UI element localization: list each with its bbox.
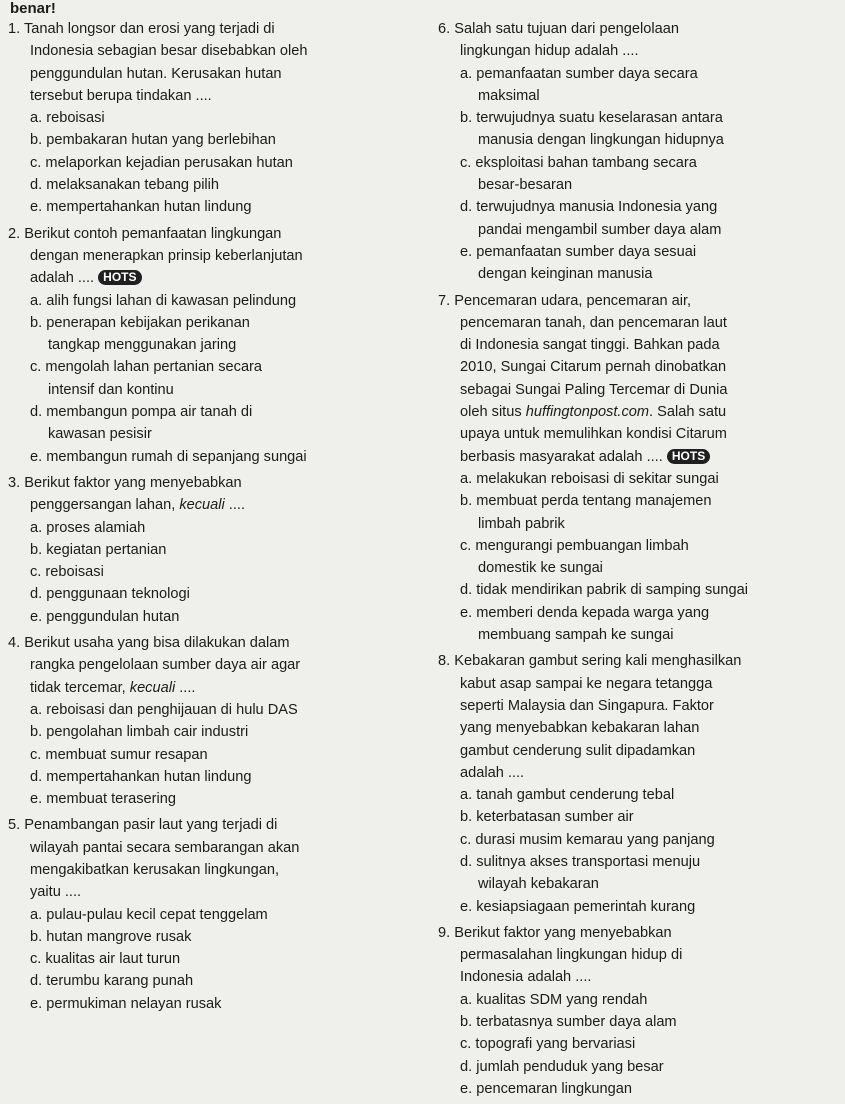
option-text-cont: limbah pabrik bbox=[478, 515, 565, 532]
stem-line: yaitu .... bbox=[30, 884, 82, 901]
stem-line: tidak tercemar, kecuali .... bbox=[30, 679, 196, 696]
option-text: e. memberi denda kepada warga yang bbox=[460, 604, 710, 621]
stem-line: gambut cenderung sulit dipadamkan bbox=[460, 742, 696, 759]
italic-word: kecuali bbox=[179, 497, 225, 514]
option-text-cont: kawasan pesisir bbox=[48, 426, 152, 443]
stem-line: adalah .... HOTS bbox=[30, 267, 408, 289]
option-text: c. melaporkan kejadian perusakan hutan bbox=[30, 154, 293, 171]
option-d bbox=[8, 401, 408, 446]
stem-line: di Indonesia sangat tinggi. Bahkan pada bbox=[460, 337, 720, 354]
option-a bbox=[438, 63, 838, 108]
question-8 bbox=[438, 650, 838, 918]
option-a bbox=[8, 904, 408, 926]
option-text: c. eksploitasi bahan tambang secara bbox=[460, 154, 697, 171]
stem-line: 6. Salah satu tujuan dari pengelolaan bbox=[438, 21, 679, 37]
option-a bbox=[8, 290, 408, 312]
stem-line: 5. Penambangan pasir laut yang terjadi di bbox=[8, 817, 278, 834]
option-a bbox=[8, 699, 408, 721]
option-text: b. keterbatasan sumber air bbox=[460, 809, 634, 826]
option-text: a. reboisasi dan penghijauan di hulu DAS bbox=[30, 701, 298, 718]
stem-line: oleh situs huffingtonpost.com. Salah satu bbox=[460, 404, 727, 421]
option-a bbox=[8, 517, 408, 539]
option-e bbox=[438, 896, 838, 918]
option-text: e. membangun rumah di sepanjang sungai bbox=[30, 448, 307, 465]
option-text-cont: maksimal bbox=[478, 87, 540, 104]
stem-line: lingkungan hidup adalah .... bbox=[460, 43, 639, 60]
option-text-cont: intensif dan kontinu bbox=[48, 381, 174, 398]
option-text: a. reboisasi bbox=[30, 110, 105, 127]
stem-line: yang menyebabkan kebakaran lahan bbox=[460, 720, 700, 737]
option-d bbox=[8, 970, 408, 992]
instruction-header: benar! bbox=[10, 0, 56, 17]
stem-line: upaya untuk memulihkan kondisi Citarum bbox=[460, 426, 727, 443]
right-column bbox=[438, 18, 838, 1104]
option-c bbox=[438, 152, 838, 197]
option-text: c. mengurangi pembuangan limbah bbox=[460, 537, 689, 554]
option-text: c. reboisasi bbox=[30, 564, 104, 581]
option-text: d. sulitnya akses transportasi menuju bbox=[460, 853, 701, 870]
option-text: d. terwujudnya manusia Indonesia yang bbox=[460, 199, 718, 216]
option-text: e. penggundulan hutan bbox=[30, 608, 180, 625]
stem-line: 9. Berikut faktor yang menyebabkan bbox=[438, 924, 672, 941]
option-c bbox=[8, 561, 408, 583]
option-d bbox=[8, 766, 408, 788]
option-a bbox=[8, 107, 408, 129]
question-9 bbox=[438, 922, 838, 1100]
question-2 bbox=[8, 223, 408, 468]
option-b bbox=[8, 312, 408, 357]
stem-line: rangka pengelolaan sumber daya air agar bbox=[30, 657, 301, 674]
question-stem bbox=[8, 18, 408, 107]
option-text: c. kualitas air laut turun bbox=[30, 951, 181, 968]
stem-line: 1. Tanah longsor dan erosi yang terjadi di bbox=[8, 21, 275, 37]
italic-word: huffingtonpost.com bbox=[525, 404, 650, 421]
option-text: a. alih fungsi lahan di kawasan pelindung bbox=[30, 292, 297, 309]
question-1 bbox=[8, 18, 408, 219]
option-b bbox=[8, 129, 408, 151]
option-c bbox=[8, 744, 408, 766]
stem-line: seperti Malaysia dan Singapura. Faktor bbox=[460, 697, 714, 714]
stem-line: 8. Kebakaran gambut sering kali menghasilkan bbox=[438, 653, 742, 670]
option-b bbox=[8, 721, 408, 743]
question-stem bbox=[8, 632, 408, 699]
option-text: e. permukiman nelayan rusak bbox=[30, 995, 222, 1012]
option-c bbox=[438, 535, 838, 580]
question-stem bbox=[438, 290, 838, 468]
option-d bbox=[438, 1056, 838, 1078]
stem-line: penggundulan hutan. Kerusakan hutan bbox=[30, 65, 282, 82]
option-a bbox=[438, 784, 838, 806]
stem-line: berbasis masyarakat adalah .... HOTS bbox=[460, 446, 838, 468]
question-stem bbox=[8, 472, 408, 517]
question-stem bbox=[8, 223, 408, 290]
stem-line: wilayah pantai secara sembarangan akan bbox=[30, 839, 300, 856]
option-text: e. pemanfaatan sumber daya sesuai bbox=[460, 243, 697, 260]
option-b bbox=[438, 490, 838, 535]
option-text-cont: domestik ke sungai bbox=[478, 560, 603, 577]
option-text: b. terwujudnya suatu keselarasan antara bbox=[460, 110, 723, 127]
option-text: d. membangun pompa air tanah di bbox=[30, 404, 253, 421]
stem-line: 2010, Sungai Citarum pernah dinobatkan bbox=[460, 359, 727, 376]
option-b bbox=[438, 1011, 838, 1033]
stem-line: kabut asap sampai ke negara tetangga bbox=[460, 675, 713, 692]
stem-line: Indonesia sebagian besar disebabkan oleh bbox=[30, 43, 308, 60]
option-e bbox=[438, 602, 838, 647]
option-text: a. pulau-pulau kecil cepat tenggelam bbox=[30, 906, 268, 923]
question-stem bbox=[8, 814, 408, 903]
stem-line: dengan menerapkan prinsip keberlanjutan bbox=[30, 247, 303, 264]
stem-line: 7. Pencemaran udara, pencemaran air, bbox=[438, 292, 692, 309]
question-stem bbox=[438, 922, 838, 989]
option-text: d. tidak mendirikan pabrik di samping sungai bbox=[460, 582, 748, 599]
option-text: e. mempertahankan hutan lindung bbox=[30, 199, 252, 216]
option-text: c. durasi musim kemarau yang panjang bbox=[460, 831, 715, 848]
option-text: d. jumlah penduduk yang besar bbox=[460, 1058, 664, 1075]
stem-line: sebagai Sungai Paling Tercemar di Dunia bbox=[460, 381, 728, 398]
question-3 bbox=[8, 472, 408, 628]
option-text: a. pemanfaatan sumber daya secara bbox=[460, 65, 698, 82]
option-c bbox=[438, 829, 838, 851]
option-text-cont: tangkap menggunakan jaring bbox=[48, 337, 237, 354]
option-text: c. topografi yang bervariasi bbox=[460, 1036, 636, 1053]
stem-line: 2. Berikut contoh pemanfaatan lingkungan bbox=[8, 225, 282, 242]
option-text: c. mengolah lahan pertanian secara bbox=[30, 359, 263, 376]
option-text: b. pembakaran hutan yang berlebihan bbox=[30, 132, 276, 149]
option-text: b. penerapan kebijakan perikanan bbox=[30, 314, 250, 331]
option-d bbox=[438, 196, 838, 241]
option-e bbox=[8, 788, 408, 810]
stem-line: mengakibatkan kerusakan lingkungan, bbox=[30, 861, 280, 878]
stem-line: Indonesia adalah .... bbox=[460, 969, 592, 986]
option-text-cont: dengan keinginan manusia bbox=[478, 266, 653, 283]
option-text-cont: pandai mengambil sumber daya alam bbox=[478, 221, 722, 238]
option-text-cont: wilayah kebakaran bbox=[478, 876, 599, 893]
option-text: e. kesiapsiagaan pemerintah kurang bbox=[460, 898, 696, 915]
option-text: d. penggunaan teknologi bbox=[30, 586, 190, 603]
question-7 bbox=[438, 290, 838, 647]
option-text: d. mempertahankan hutan lindung bbox=[30, 768, 252, 785]
stem-line: 3. Berikut faktor yang menyebabkan bbox=[8, 474, 242, 491]
option-d bbox=[8, 174, 408, 196]
option-c bbox=[8, 948, 408, 970]
option-text: a. kualitas SDM yang rendah bbox=[460, 991, 648, 1008]
option-text: b. hutan mangrove rusak bbox=[30, 928, 192, 945]
option-d bbox=[438, 579, 838, 601]
option-b bbox=[8, 539, 408, 561]
italic-word: kecuali bbox=[129, 679, 176, 696]
option-text: b. pengolahan limbah cair industri bbox=[30, 724, 249, 741]
option-c bbox=[438, 1033, 838, 1055]
option-e bbox=[8, 196, 408, 218]
option-d bbox=[8, 583, 408, 605]
option-a bbox=[438, 468, 838, 490]
option-d bbox=[438, 851, 838, 896]
question-stem bbox=[438, 18, 838, 63]
option-text: d. terumbu karang punah bbox=[30, 973, 194, 990]
question-5 bbox=[8, 814, 408, 1015]
question-stem bbox=[438, 650, 838, 784]
option-text: a. melakukan reboisasi di sekitar sungai bbox=[460, 470, 719, 487]
option-text-cont: membuang sampah ke sungai bbox=[478, 627, 674, 644]
stem-line: 4. Berikut usaha yang bisa dilakukan dalam bbox=[8, 635, 290, 652]
option-text: e. membuat terasering bbox=[30, 791, 177, 808]
option-c bbox=[8, 356, 408, 401]
left-column bbox=[8, 18, 408, 1019]
option-e bbox=[8, 606, 408, 628]
option-b bbox=[438, 107, 838, 152]
question-4 bbox=[8, 632, 408, 810]
hots-badge: HOTS bbox=[667, 449, 710, 464]
option-b bbox=[8, 926, 408, 948]
option-e bbox=[8, 446, 408, 468]
option-text: b. kegiatan pertanian bbox=[30, 541, 167, 558]
option-e bbox=[438, 1078, 838, 1100]
stem-line: adalah .... bbox=[460, 764, 525, 781]
hots-badge: HOTS bbox=[98, 270, 141, 285]
question-6 bbox=[438, 18, 838, 286]
option-text: d. melaksanakan tebang pilih bbox=[30, 177, 220, 194]
option-text: e. pencemaran lingkungan bbox=[460, 1080, 633, 1097]
stem-line: permasalahan lingkungan hidup di bbox=[460, 947, 683, 964]
option-e bbox=[8, 993, 408, 1015]
option-a bbox=[438, 989, 838, 1011]
stem-line: tersebut berupa tindakan .... bbox=[30, 87, 212, 104]
stem-line: pencemaran tanah, dan pencemaran laut bbox=[460, 314, 727, 331]
option-c bbox=[8, 152, 408, 174]
option-text: c. membuat sumur resapan bbox=[30, 746, 208, 763]
option-text-cont: manusia dengan lingkungan hidupnya bbox=[478, 132, 724, 149]
option-b bbox=[438, 806, 838, 828]
option-text: b. terbatasnya sumber daya alam bbox=[460, 1014, 677, 1031]
option-text: a. proses alamiah bbox=[30, 519, 146, 536]
option-text-cont: besar-besaran bbox=[478, 177, 573, 194]
option-e bbox=[438, 241, 838, 286]
option-text: b. membuat perda tentang manajemen bbox=[460, 493, 712, 510]
option-text: a. tanah gambut cenderung tebal bbox=[460, 787, 675, 804]
stem-line: penggersangan lahan, kecuali .... bbox=[30, 497, 246, 514]
